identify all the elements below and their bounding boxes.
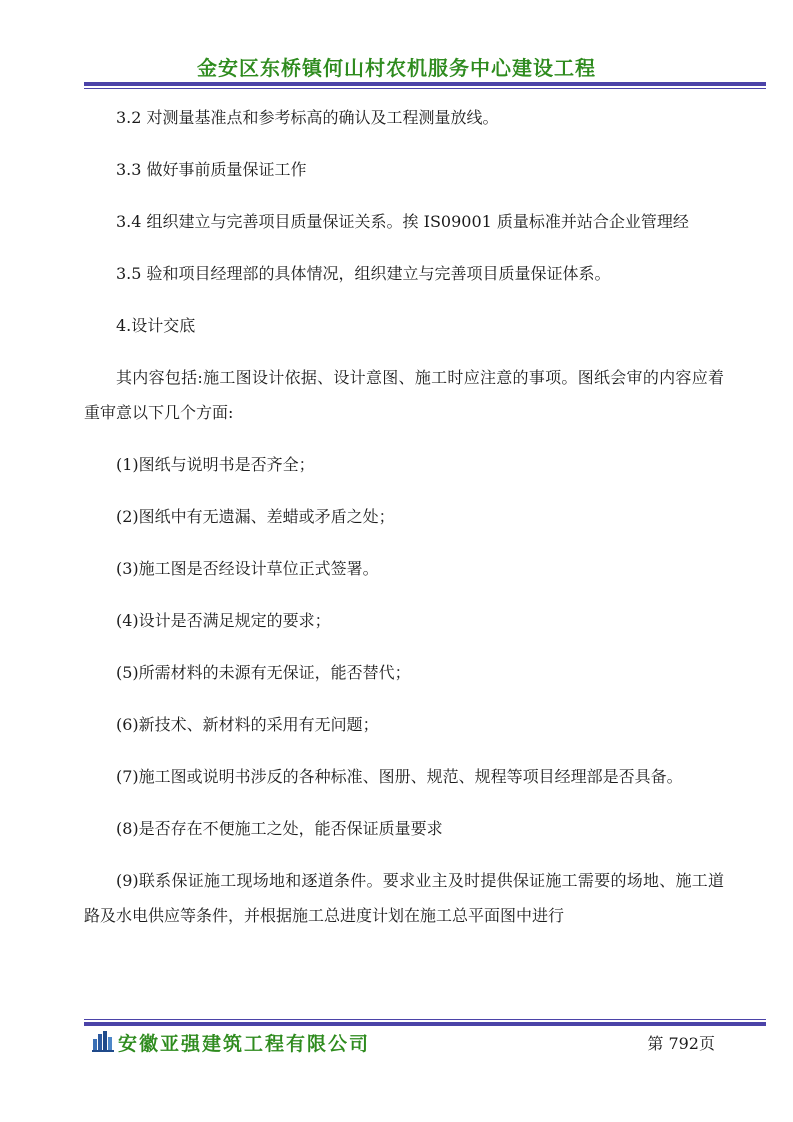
paragraph: 3.3 做好事前质量保证工作 xyxy=(116,160,307,179)
list-item: (8)是否存在不便施工之处，能否保证质量要求 xyxy=(116,819,443,838)
document-body xyxy=(84,100,724,950)
list-item: (1)图纸与说明书是否齐全； xyxy=(116,455,315,474)
list-item: (9)联系保证施工现场地和逐道条件。要求业主及时提供保证施工需要的场地、施工道路及水电供应等条件，并根据施工总进度计划在施工总平面图中进行 xyxy=(84,871,724,925)
footer-company-name: 安徽亚强建筑工程有限公司 xyxy=(118,1033,371,1055)
paragraph: 其内容包括:施工图设计依据、设计意图、施工时应注意的事项。图纸会审的内容应着重审意以下几个方面: xyxy=(84,368,724,422)
footer-rule-thick xyxy=(84,1022,766,1026)
section-heading: 4.设计交底 xyxy=(116,316,196,335)
header-title: 金安区东桥镇何山村农机服务中心建设工程 xyxy=(197,56,596,80)
list-item: (3)施工图是否经设计草位正式签署。 xyxy=(116,559,379,578)
paragraph: 3.4 组织建立与完善项目质量保证关系。挨 IS09001 质量标准并站合企业管理经 xyxy=(116,212,689,231)
list-item: (2)图纸中有无遗漏、差蜡或矛盾之处； xyxy=(116,507,395,526)
header-rule-thick xyxy=(84,82,766,86)
list-item: (4)设计是否满足规定的要求； xyxy=(116,611,331,630)
building-logo-icon xyxy=(92,1030,114,1056)
page-number: 第 792页 xyxy=(647,1034,715,1053)
footer-company xyxy=(92,1029,370,1056)
paragraph: 3.5 验和项目经理部的具体情况，组织建立与完善项目质量保证体系。 xyxy=(116,264,611,283)
header-rule-thin xyxy=(84,88,766,89)
footer-rule-thin xyxy=(84,1019,766,1020)
list-item: (7)施工图或说明书涉反的各种标准、图册、规范、规程等项目经理部是否具备。 xyxy=(116,767,683,786)
list-item: (5)所需材料的未源有无保证，能否替代； xyxy=(116,663,411,682)
list-item: (6)新技术、新材料的采用有无问题； xyxy=(116,715,379,734)
paragraph: 3.2 对测量基准点和参考标高的确认及工程测量放线。 xyxy=(116,108,499,127)
